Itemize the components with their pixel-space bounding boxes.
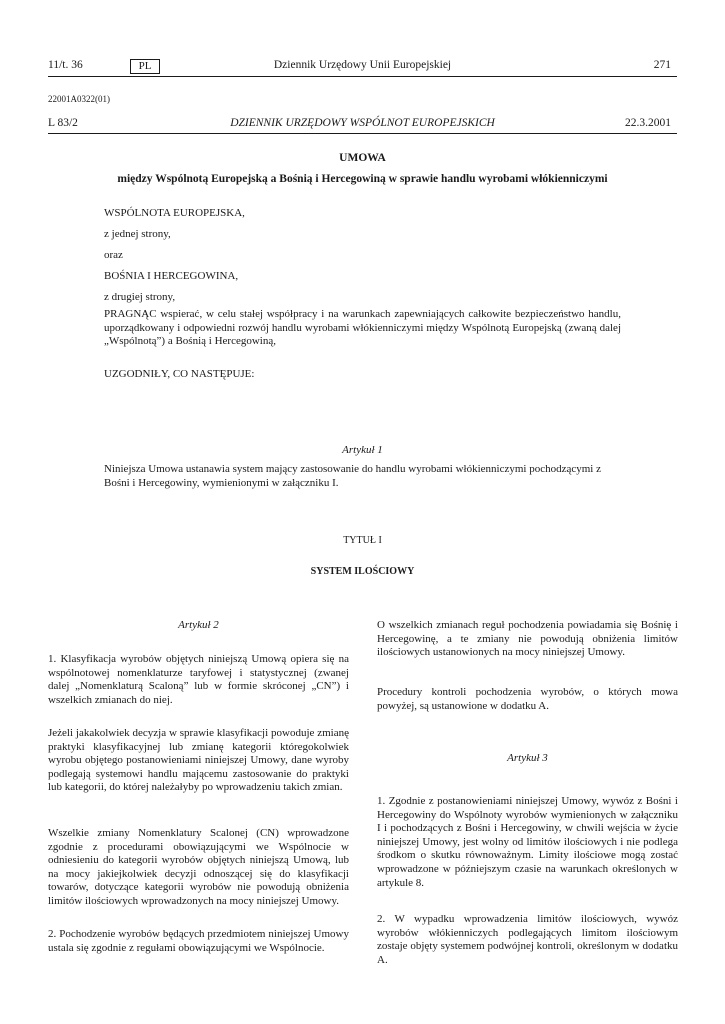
article-3-paragraph-2: 2. W wypadku wprowadzenia limitów ilościowych, wywóz wyrobów włókienniczych podlegających limitom ilościowym zostaje objęty systemem podwójnej kontroli, określonym w dodatku A. [377, 913, 678, 966]
article-2-paragraph-1: 1. Klasyfikacja wyrobów objętych niniejszą Umową opiera się na wspólnotowej nomenklaturze taryfowej i statystycznej (zwanej dalej „Nomenklaturą Scaloną” lub w formie skróconej „CN”) i wszelkich zmianach do niej. [48, 653, 349, 706]
orig-reference: L 83/2 [48, 117, 78, 129]
article-2-paragraph-4: 2. Pochodzenie wyrobów będących przedmiotem niniejszej Umowy ustala się zgodnie z regułami obowiązującymi we Wspólnocie. [48, 928, 349, 954]
article-3-heading: Artykuł 3 [507, 752, 548, 764]
title-label: TYTUŁ I [343, 535, 382, 546]
document-title: UMOWA [339, 152, 386, 164]
journal-name: Dziennik Urzędowy Unii Europejskiej [273, 59, 452, 71]
page-number: 271 [653, 59, 671, 71]
document-subtitle: między Wspólnotą Europejską a Bośnią i Hercegowiną w sprawie handlu wyrobami włókienniczymi [117, 173, 608, 185]
right-paragraph-1: O wszelkich zmianach reguł pochodzenia powiadamia się Bośnię i Hercegowinę, a te zmiany nie powodują obniżenia limitów ilościowych ustanowionych na mocy niniejszej Umowy. [377, 619, 678, 659]
article-2-heading: Artykuł 2 [178, 619, 219, 631]
preamble-agreed: UZGODNIŁY, CO NASTĘPUJE: [104, 368, 255, 380]
title-name: SYSTEM ILOŚCIOWY [310, 566, 415, 577]
orig-date: 22.3.2001 [625, 117, 671, 129]
right-paragraph-2: Procedury kontroli pochodzenia wyrobów, o których mowa powyżej, są ustanowione w dodatku A. [377, 686, 678, 712]
header-rule [48, 76, 677, 77]
party-one: WSPÓLNOTA EUROPEJSKA, [104, 207, 245, 219]
side-two: z drugiej strony, [104, 291, 176, 303]
article-1-text: Niniejsza Umowa ustanawia system mający zastosowanie do handlu wyrobami włókienniczymi pochodzącymi z Bośni i Hercegowiny, wymienionymi w załączniku I. [104, 463, 601, 489]
language-badge: PL [130, 59, 160, 74]
celex-id: 22001A0322(01) [48, 94, 110, 104]
orig-journal-name: DZIENNIK URZĘDOWY WSPÓLNOT EUROPEJSKICH [230, 117, 495, 129]
and-word: oraz [104, 249, 123, 261]
side-one: z jednej strony, [104, 228, 171, 240]
article-3-paragraph-1: 1. Zgodnie z postanowieniami niniejszej Umowy, wywóz z Bośni i Hercegowiny do Wspólnoty wyrobów wymienionych w załączniku I i pochodzących z Bośni i Hercegowiny, w chwili wejścia w życie niniejszej Umowy, jest wolny od limitów ilościowych i nie podlega środkom o skutku równoważnym. Limity ilościowe mogą zostać wprowadzone w późniejszym czasie na warunkach określonych w artykule 8. [377, 795, 678, 889]
preamble-desiring: PRAGNĄC wspierać, w celu stałej współpracy i na warunkach zapewniających całkowite bezpieczeństwo handlu, uporządkowany i odpowiedni rozwój handlu wyrobami włókienniczymi między Wspólnotą Europejską (zwaną dalej „Wspólnotą”) a Bośnią i Hercegowiną, [104, 308, 621, 348]
orig-header-rule [48, 133, 677, 134]
article-1-heading: Artykuł 1 [342, 444, 383, 456]
article-2-paragraph-3: Wszelkie zmiany Nomenklatury Scalonej (CN) wprowadzone zgodnie z procedurami obowiązującymi we Wspólnocie w odniesieniu do kategorii wyrobów objętych niniejszą Umową, lub na mocy jakiejkolwiek decyzji odnoszącej się do klasyfikacji towarów, dotyczące kategorii wyrobów nie powodują obniżenia limitów ilościowych wprowadzonych na mocy niniejszej Umowy. [48, 827, 349, 907]
party-two: BOŚNIA I HERCEGOWINA, [104, 270, 239, 282]
article-2-paragraph-2: Jeżeli jakakolwiek decyzja w sprawie klasyfikacji powoduje zmianę praktyki klasyfikacyjnej lub zmianę kategorii któregokolwiek wyrobu objętego postanowieniami niniejszej Umowy, dane wyroby podlegają systemowi handlu mającemu zastosowanie do praktyki lub kategorii, do której należałyby po wprowadzeniu takich zmian. [48, 727, 349, 794]
volume-number: 11/t. 36 [48, 59, 83, 71]
